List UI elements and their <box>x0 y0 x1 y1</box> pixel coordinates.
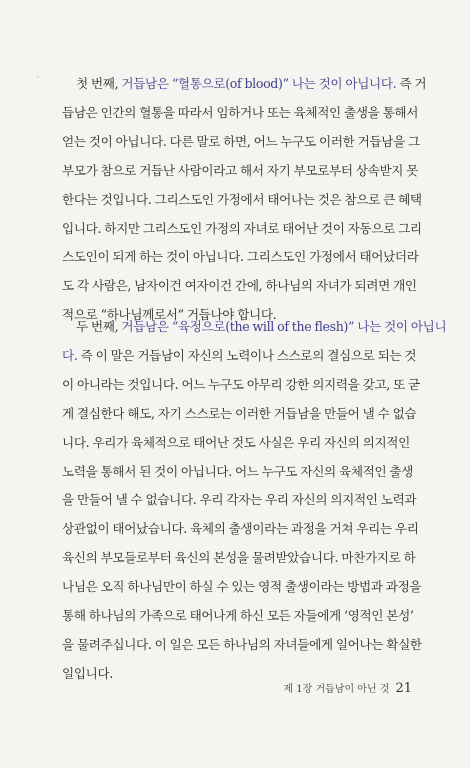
paragraph-line: 노력을 통해서 된 것이 아닙니다. 어느 누구도 자신의 육체적인 출생 <box>62 463 414 479</box>
highlighted-statement: 거듭남은 “육정으로(the will of the flesh)” 나는 것이 아닙니 <box>121 319 447 334</box>
paragraph-line: 니다. 우리가 육체적으로 태어난 것도 사실은 우리 자신의 의지적인 <box>62 434 410 450</box>
paragraph-line: 을 만들어 낼 수 없습니다. 우리 각자는 우리 자신의 의지적인 노력과 <box>62 492 417 508</box>
paragraph-line: 나님은 오직 하나님만이 하실 수 있는 영적 출생이라는 방법과 과정을 <box>62 579 422 595</box>
paragraph-line: 을 물려주십니다. 이 일은 모든 하나님의 자녀들에게 일어나는 확실한 <box>62 636 422 652</box>
paragraph-line: 통해 하나님의 가족으로 태어나게 하신 모든 자들에게 ‘영적인 본성’ <box>62 608 414 624</box>
page-footer <box>283 680 412 696</box>
chapter-title: 제 1장 거듭남이 아닌 것 <box>283 684 390 695</box>
paragraph-line: 한다는 것입니다. 그리스도인 가정에서 태어나는 것은 참으로 큰 혜택 <box>62 191 422 207</box>
paragraph-line: 듭남은 인간의 혈통을 따라서 임하거나 또는 육체적인 출생을 통해서 <box>62 104 419 120</box>
paragraph-line: 얻는 것이 아닙니다. 다른 말로 하면, 어느 누구도 이러한 거듭남을 그 <box>62 133 420 149</box>
page-mark: ' <box>37 75 39 83</box>
page-number: 21 <box>395 681 412 696</box>
paragraph-line: 게 결심한다 해도, 자기 스스로는 이러한 거듭남을 만들어 낼 수 없습 <box>62 405 417 421</box>
paragraph-line: 도 각 사람은, 남자이건 여자이건 간에, 하나님의 자녀가 되려면 개인 <box>62 278 417 294</box>
highlighted-statement: 다. <box>62 347 78 363</box>
paragraph-line: 상관없이 태어났습니다. 육체의 출생이라는 과정을 거쳐 우리는 우리 <box>62 521 419 537</box>
paragraph-text: 즉 이 말은 거듭남이 자신의 노력이나 스스로의 결심으로 되는 것 <box>77 347 417 363</box>
paragraph-lead: 첫 번째, <box>76 76 122 91</box>
paragraph-line: 부모가 참으로 거듭난 사람이라고 해서 자기 부모로부터 상속받지 못 <box>62 162 419 178</box>
paragraph-line: 스도인이 되게 하는 것이 아닙니다. 그리스도인 가정에서 태어났더라 <box>62 249 419 265</box>
paragraph-line: 입니다. 하지만 그리스도인 가정의 자녀로 태어난 것이 자동으로 그리 <box>62 220 422 236</box>
paragraph-line <box>62 313 447 342</box>
paragraph-1 <box>62 70 427 330</box>
paragraph-line: 적으로 “하나님께로서” 거듭나야 합니다. <box>62 307 277 323</box>
paragraph-line: 이 아니라는 것입니다. 어느 누구도 아무리 강한 의지력을 갖고, 또 굳 <box>62 376 420 392</box>
paragraph-line: 육신의 부모들로부터 육신의 본성을 물려받았습니다. 마찬가지로 하 <box>62 550 416 566</box>
paragraph-line <box>62 342 418 371</box>
paragraph-line: 일입니다. <box>62 665 113 681</box>
paragraph-2 <box>62 313 447 689</box>
paragraph-line <box>62 70 427 99</box>
paragraph-lead: 두 번째, <box>76 319 122 334</box>
highlighted-statement: 거듭남은 “혈통으로(of blood)” 나는 것이 아닙니다. <box>121 76 397 91</box>
paragraph-text: 즉 거 <box>396 76 427 91</box>
